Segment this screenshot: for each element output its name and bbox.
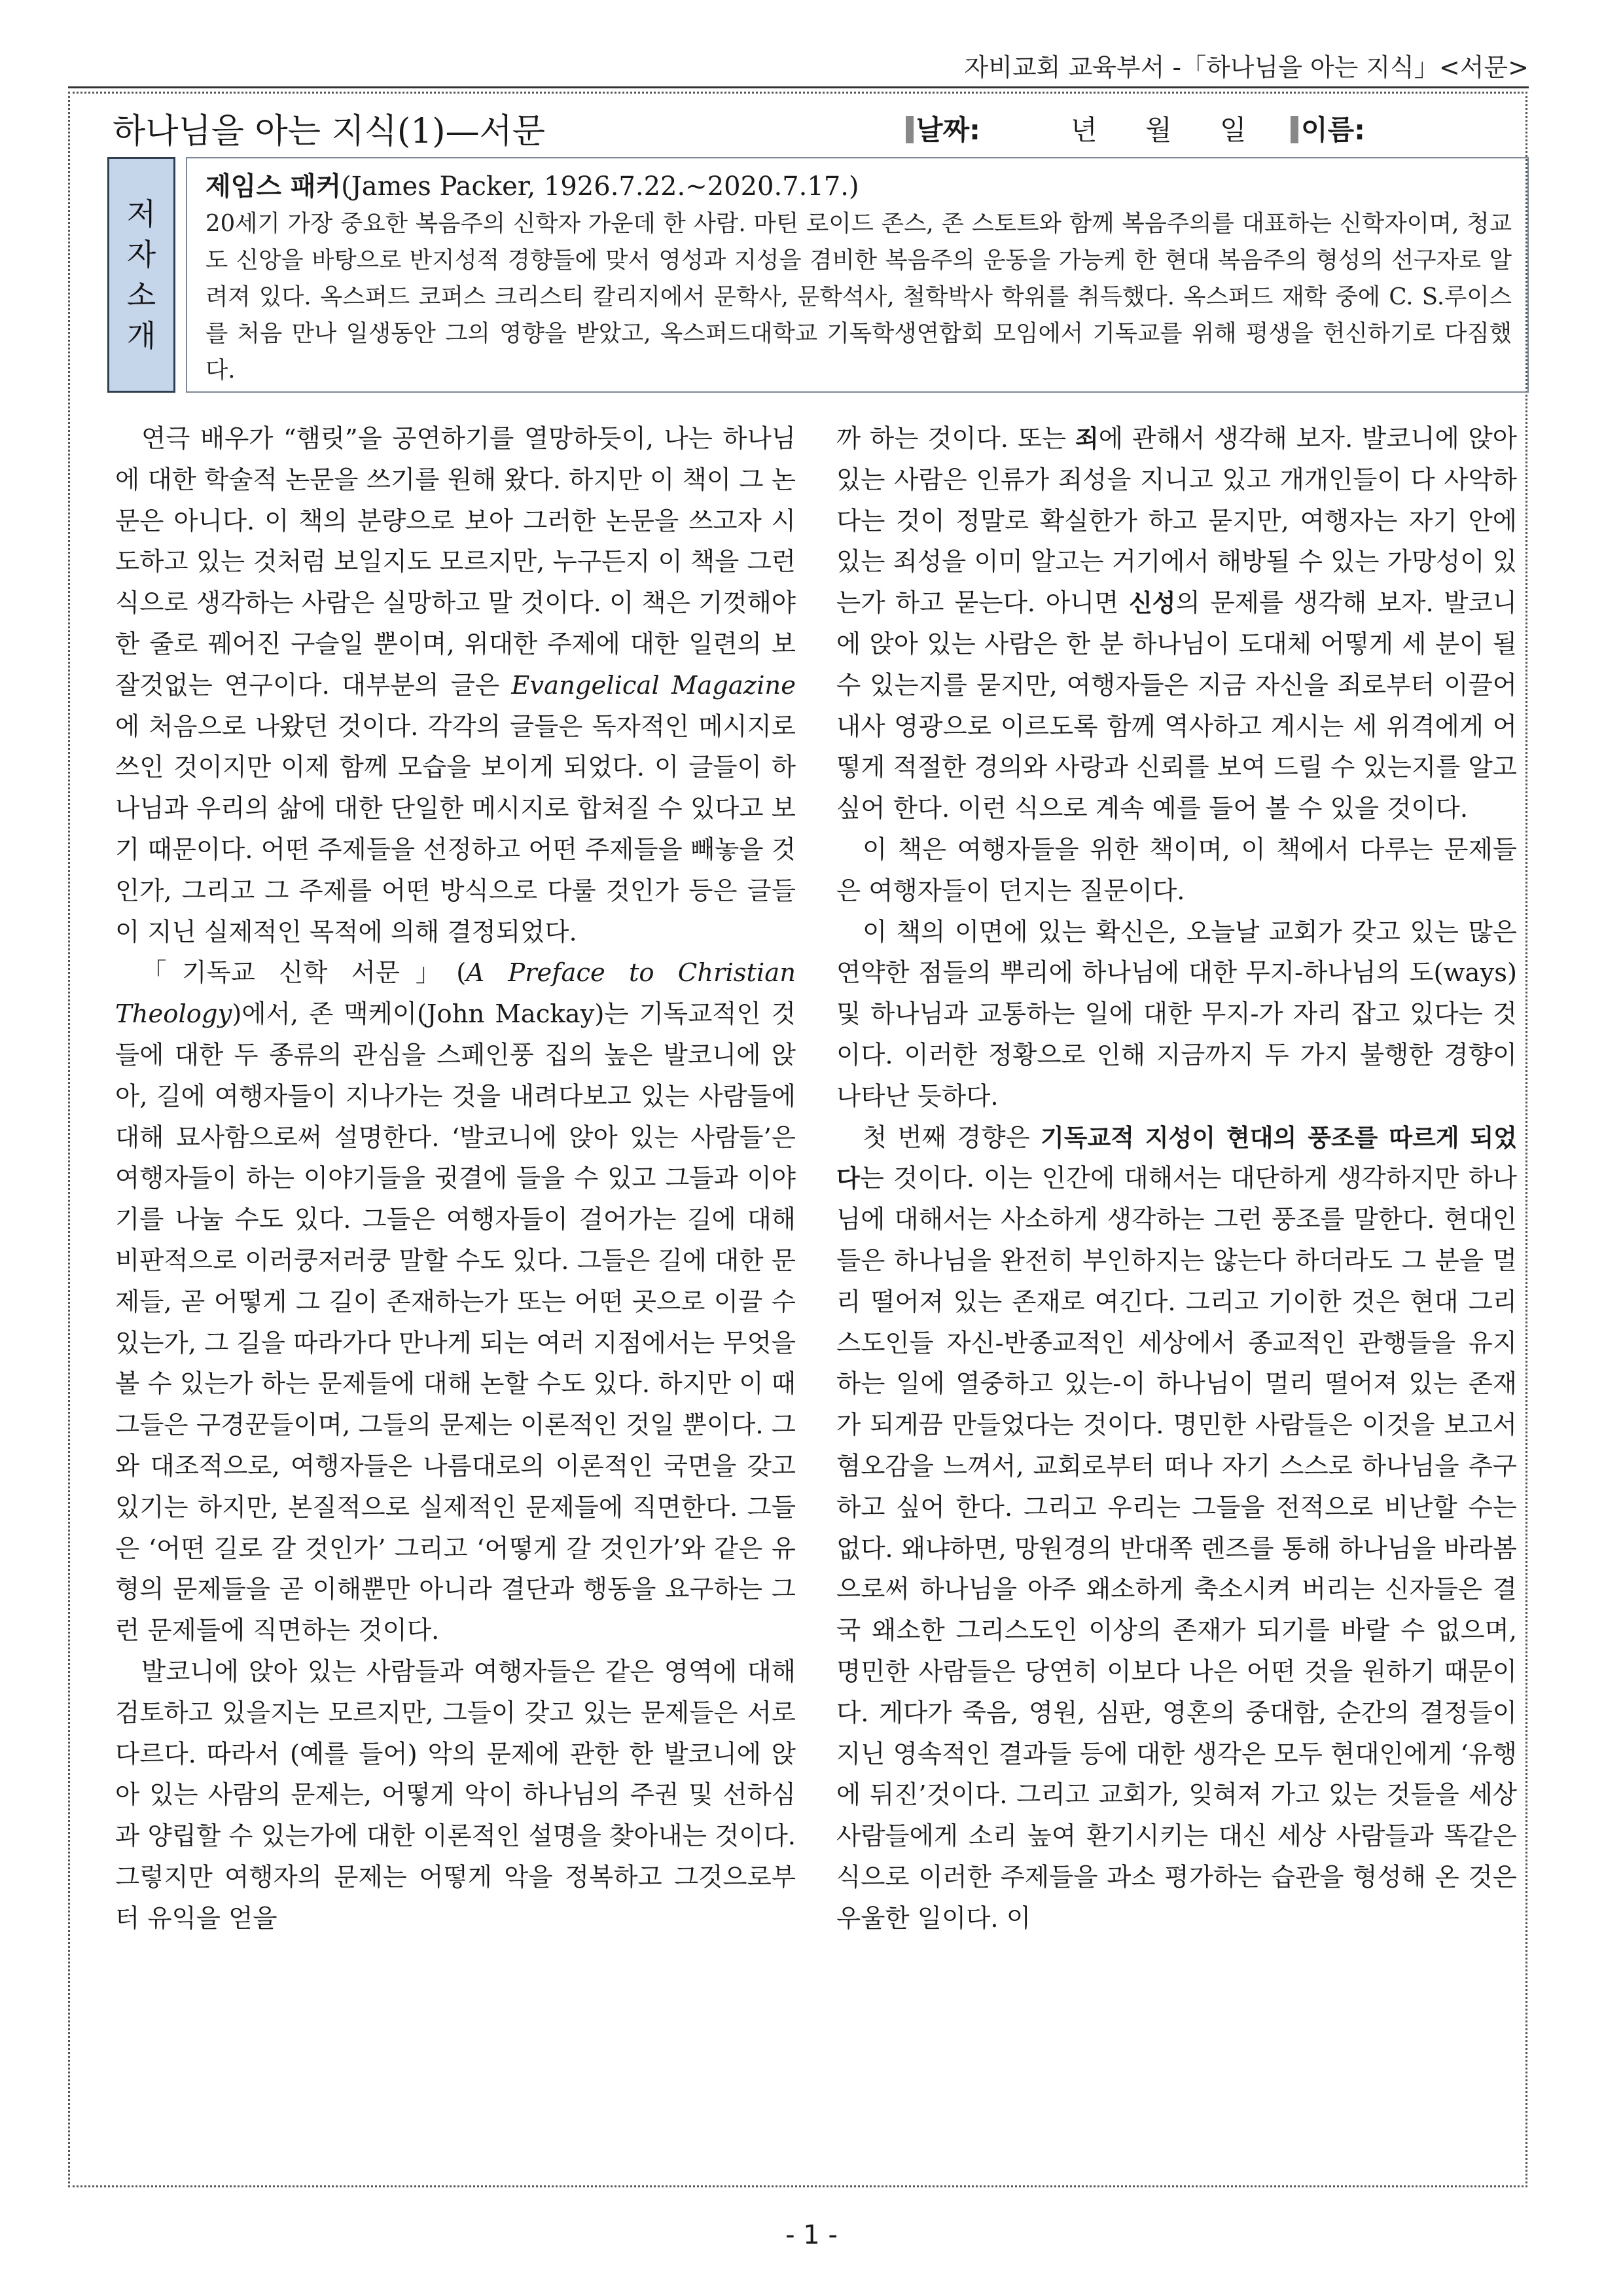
document-header: 자비교회 교육부서 -「하나님을 아는 지식」<서문> (964, 53, 1529, 82)
date-field (906, 109, 980, 148)
text-run: 첫 번째 경향은 (863, 1122, 1041, 1153)
body-paragraph: 이 책은 여행자들을 위한 책이며, 이 책에서 다루는 문제들은 여행자들이 던지는 질문이다. (836, 834, 1517, 906)
name-field (1291, 109, 1365, 148)
body-paragraph (115, 953, 796, 1652)
body-column-left (115, 419, 796, 1939)
author-label-char: 소 (126, 278, 156, 313)
page-number: - 1 - (785, 2220, 838, 2250)
author-name-detail: (James Packer, 1926.7.22.~2020.7.17.) (341, 171, 859, 202)
text-run: 까 하는 것이다. 또는 (836, 424, 1076, 454)
body-paragraph: 발코니에 앉아 있는 사람들과 여행자들은 같은 영역에 대해 검토하고 있을지는 모르지만, 그들이 갖고 있는 문제들은 서로 다르다. 따라서 (예를 들어) 악의 문제에 관한 한 발코니에 앉아 있는 사람의 문제는, 어떻게 악이 하나님의 주권 및 선하심과 양립할 수 있는가에 대한 이론적인 설명을 찾아내는 것이다. 그렇지만 여행자의 문제는 어떻게 악을 정복하고 그것으로부터 유익을 얻을 (115, 1657, 796, 1933)
body-paragraph (836, 1118, 1517, 1940)
emphasis: 기독교적 지성이 현대의 풍조를 따르게 되었다 (836, 1123, 1517, 1193)
magazine-title: Evangelical Magazine (511, 670, 796, 700)
body-paragraph: 이 책의 이면에 있는 확신은, 오늘날 교회가 갖고 있는 많은 연약한 점들의 뿌리에 하나님에 대한 무지-하나님의 도(ways) 및 하나님과 교통하는 일에 대한 무지-가 자리 잡고 있다는 것이다. 이러한 정황으로 인해 지금까지 두 가지 불행한 경향이 나타난 듯하다. (836, 917, 1517, 1111)
title-row (113, 103, 1510, 149)
emphasis: 죄 (1075, 425, 1099, 453)
date-label: 날짜: (916, 114, 980, 146)
author-label-char: 개 (126, 318, 156, 353)
month-label: 월 (1145, 114, 1172, 146)
text-run: 에 관해서 생각해 보자. 발코니에 앉아 있는 사람은 인류가 죄성을 지니고 있고 개개인들이 다 사악하다는 것이 정말로 확실한가 하고 묻지만, 여행자는 자기 안에 있는 죄성을 이미 알고는 거기에서 해방될 수 있는 가망성이 있는가 하고 묻는다. 아니면 (836, 424, 1517, 619)
year-label: 년 (1071, 114, 1097, 146)
text-run: 는 것이다. 이는 인간에 대해서는 대단하게 생각하지만 하나님에 대해서는 사소하게 생각하는 그런 풍조를 말한다. 현대인들은 하나님을 완전히 부인하지는 않는다 하더라도 그 분을 멀리 떨어져 있는 존재로 여긴다. 그리고 기이한 것은 현대 그리스도인들 자신-반종교적인 세상에서 종교적인 관행들을 유지하는 일에 열중하고 있는-이 하나님이 멀리 떨어져 있는 존재가 되게끔 만들었다는 것이다. 명민한 사람들은 이것을 보고서 혐오감을 느껴서, 교회로부터 떠나 자기 스스로 하나님을 추구하고 싶어 한다. 그리고 우리는 그들을 전적으로 비난할 수는 없다. 왜냐하면, 망원경의 반대쪽 렌즈를 통해 하나님을 바라봄으로써 하나님을 아주 왜소하게 축소시켜 버리는 신자들은 결국 왜소한 그리스도인 이상의 존재가 되기를 바랄 수 없으며, 명민한 사람들은 당연히 이보다 나은 어떤 것을 원하기 때문이다. 게다가 죽음, 영원, 심판, 영혼의 중대함, 순간의 결정들이 지닌 영속적인 결과들 등에 대한 생각은 모두 현대인에게 ‘유행에 뒤진’것이다. 그리고 교회가, 잊혀져 가고 있는 것들을 세상 사람들에게 소리 높여 환기시키는 대신 세상 사람들과 똑같은 식으로 이러한 주제들을 과소 평가하는 습관을 형성해 온 것은 우울한 일이다. 이 (836, 1164, 1517, 1933)
day-label: 일 (1220, 114, 1247, 146)
author-label-char: 자 (126, 237, 156, 272)
author-intro-label (107, 157, 175, 393)
body-paragraph (115, 419, 796, 953)
text-run: )에서, 존 맥케이(John Mackay)는 기독교적인 것들에 대한 두 종류의 관심을 스페인풍 집의 높은 발코니에 앉아, 길에 여행자들이 지나가는 것을 내려다보고 있는 사람들에 대해 묘사함으로써 설명한다. ‘발코니에 앉아 있는 사람들’은 여행자들이 하는 이야기들을 귓결에 들을 수 있고 그들과 이야기를 나눌 수도 있다. 그들은 여행자들이 걸어가는 길에 대해 비판적으로 이러쿵저러쿵 말할 수도 있다. 그들은 길에 대한 문제들, 곧 어떻게 그 길이 존재하는가 또는 어떤 곳으로 이끌 수 있는가, 그 길을 따라가다 만나게 되는 여러 지점에서는 무엇을 볼 수 있는가 하는 문제들에 대해 논할 수도 있다. 하지만 이 때 그들은 구경꾼들이며, 그들의 문제는 이론적인 것일 뿐이다. 그와 대조적으로, 여행자들은 나름대로의 이론적인 국면을 갖고 있기는 하지만, 본질적으로 실제적인 문제들에 직면한다. 그들은 ‘어떤 길로 갈 것인가’ 그리고 ‘어떻게 갈 것인가’와 같은 유형의 문제들을 곧 이해뿐만 아니라 결단과 행동을 요구하는 그런 문제들에 직면하는 것이다. (115, 999, 796, 1646)
page-title: 하나님을 아는 지식(1)—서문 (113, 112, 546, 151)
name-label: 이름: (1301, 114, 1365, 146)
author-intro-box (186, 157, 1529, 393)
date-marker (906, 116, 914, 143)
book-title: A Preface to Christian Theology (115, 958, 796, 1030)
body-paragraph (836, 419, 1517, 830)
text-run: 연극 배우가 “햄릿”을 공연하기를 열망하듯이, 나는 하나님에 대한 학술적 논문을 쓰기를 원해 왔다. 하지만 이 책이 그 논문은 아니다. 이 책의 분량으로 보아 그러한 논문을 쓰고자 시도하고 있는 것처럼 보일지도 모르지만, 누구든지 이 책을 그런 식으로 생각하는 사람은 실망하고 말 것이다. 이 책은 기껏해야 한 줄로 꿰어진 구슬일 뿐이며, 위대한 주제에 대한 일련의 보잘것없는 연구이다. 대부분의 글은 (115, 424, 796, 700)
header-divider (68, 86, 1529, 88)
text-run: 에 처음으로 나왔던 것이다. 각각의 글들은 독자적인 메시지로 쓰인 것이지만 이제 함께 모습을 보이게 되었다. 이 글들이 하나님과 우리의 삶에 대한 단일한 메시지로 합쳐질 수 있다고 보기 때문이다. 어떤 주제들을 선정하고 어떤 주제들을 빼놓을 것인가, 그리고 그 주제를 어떤 방식으로 다룰 것인가 등은 글들이 지닌 실제적인 목적에 의해 결정되었다. (115, 711, 796, 947)
author-label-char: 저 (126, 196, 156, 232)
text-run: 「기독교 신학 서문」( (141, 958, 467, 988)
body-column-right (836, 419, 1517, 1939)
author-name-line (205, 168, 1512, 206)
author-name: 제임스 패커 (205, 171, 342, 202)
author-bio: 20세기 가장 중요한 복음주의 신학자 가운데 한 사람. 마틴 로이드 존스, 존 스토트와 함께 복음주의를 대표하는 신학자이며, 청교도 신앙을 바탕으로 반지성적 경향들에 맞서 영성과 지성을 겸비한 복음주의 운동을 가능케 한 현대 복음주의 형성의 선구자로 알려져 있다. 옥스퍼드 코퍼스 크리스티 칼리지에서 문학사, 문학석사, 철학박사 학위를 취득했다. 옥스퍼드 재학 중에 C. S.루이스를 처음 만나 일생동안 그의 영향을 받았고, 옥스퍼드대학교 기독학생연합회 모임에서 기독교를 위해 평생을 헌신하기로 다짐했다. (205, 210, 1512, 384)
emphasis: 신성 (1129, 589, 1176, 618)
name-marker (1291, 116, 1298, 143)
text-run: 의 문제를 생각해 보자. 발코니에 앉아 있는 사람은 한 분 하나님이 도대체 어떻게 세 분이 될 수 있는지를 묻지만, 여행자들은 지금 자신을 죄로부터 이끌어 내사 영광으로 이르도록 함께 역사하고 계시는 세 위격에게 어떻게 적절한 경의와 사랑과 신뢰를 보여 드릴 수 있는지를 알고 싶어 한다. 이런 식으로 계속 예를 들어 볼 수 있을 것이다. (836, 588, 1517, 824)
